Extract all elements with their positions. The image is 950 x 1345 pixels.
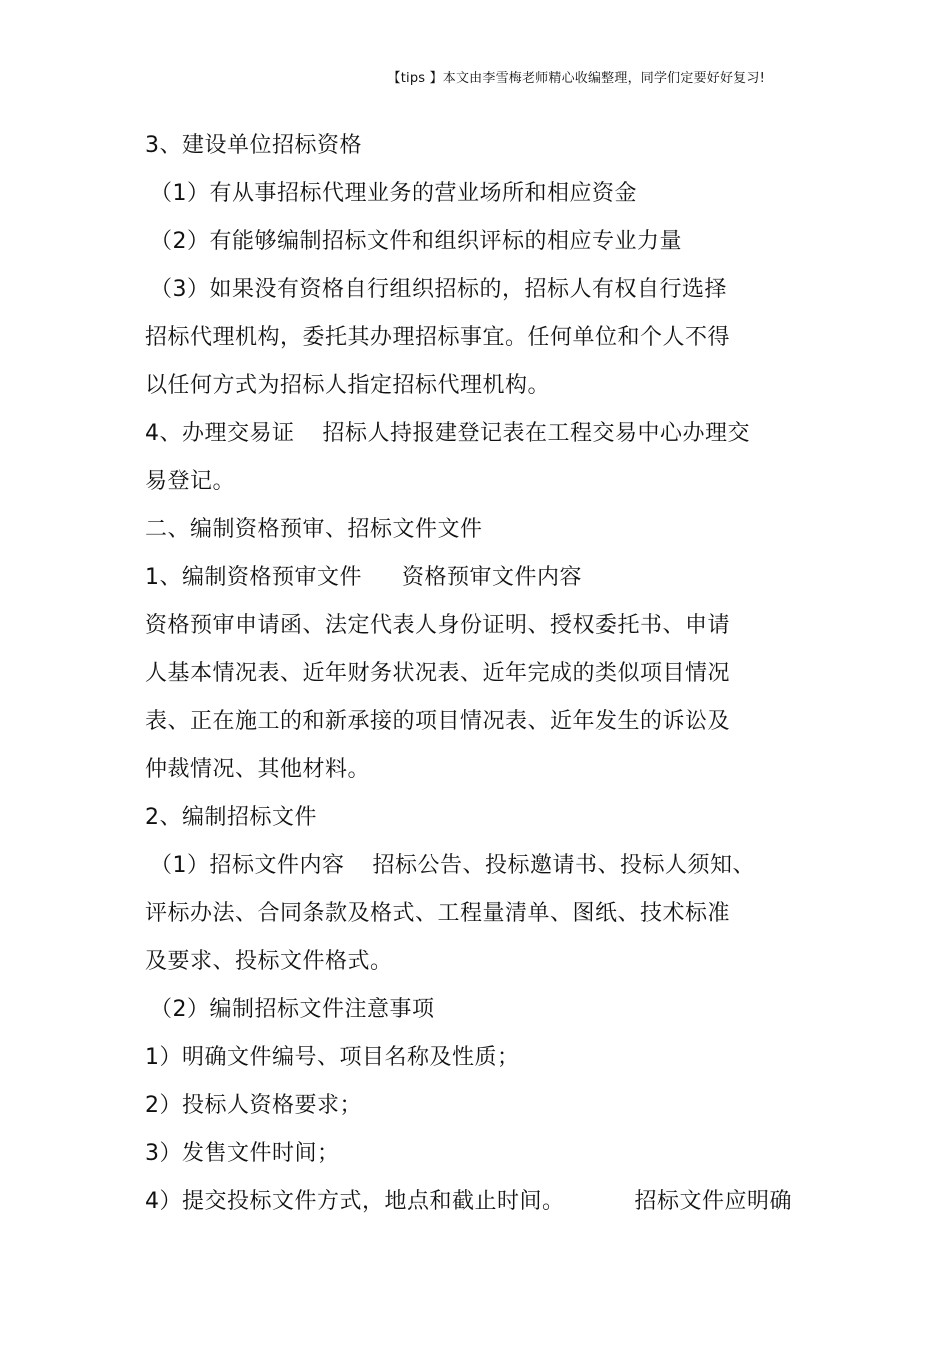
paragraph-line: （3）如果没有资格自行组织招标的，招标人有权自行选择: [150, 277, 727, 302]
paragraph-line: [150, 852, 755, 880]
list-item: 2）投标人资格要求；: [145, 1093, 362, 1118]
section-text: 招标文件应明确: [634, 1189, 793, 1214]
section-heading: （1）招标文件内容: [150, 853, 345, 878]
section-heading: 1、编制资格预审文件: [145, 565, 362, 590]
paragraph-line: 仲裁情况、其他材料。: [145, 757, 371, 782]
list-item: [145, 1188, 792, 1216]
section-heading: 二、编制资格预审、招标文件文件: [145, 517, 483, 542]
section-heading: 4、办理交易证: [145, 421, 295, 446]
section-text: 招标人持报建登记表在工程交易中心办理交: [322, 421, 751, 446]
paragraph-line: 资格预审申请函、法定代表人身份证明、授权委托书、申请: [145, 613, 731, 638]
paragraph-line: 表、正在施工的和新承接的项目情况表、近年发生的诉讼及: [145, 709, 731, 734]
paragraph-line: （1）有从事招标代理业务的营业场所和相应资金: [150, 181, 637, 206]
section-heading: 2、编制招标文件: [145, 805, 317, 830]
paragraph-line: （2）编制招标文件注意事项: [150, 997, 435, 1022]
section-heading: 3、建设单位招标资格: [145, 133, 362, 158]
list-item-text: 4）提交投标文件方式，地点和截止时间。: [145, 1189, 565, 1214]
paragraph-line: 易登记。: [145, 469, 236, 494]
paragraph-line: [145, 420, 750, 448]
list-item: 1）明确文件编号、项目名称及性质；: [145, 1045, 520, 1070]
paragraph-line: 及要求、投标文件格式。: [145, 949, 393, 974]
section-text: 资格预审文件内容: [402, 565, 583, 590]
paragraph-line: （2）有能够编制招标文件和组织评标的相应专业力量: [150, 229, 682, 254]
header-tip: 【tips 】本文由李雪梅老师精心收编整理，同学们定要好好复习!: [387, 71, 765, 86]
paragraph-line: 招标代理机构，委托其办理招标事宜。任何单位和个人不得: [145, 325, 731, 350]
paragraph-line: 以任何方式为招标人指定招标代理机构。: [145, 373, 551, 398]
section-text: 招标公告、投标邀请书、投标人须知、: [372, 853, 756, 878]
list-item: 3）发售文件时间；: [145, 1141, 340, 1166]
paragraph-line: [145, 564, 582, 592]
paragraph-line: 评标办法、合同条款及格式、工程量清单、图纸、技术标准: [145, 901, 731, 926]
paragraph-line: 人基本情况表、近年财务状况表、近年完成的类似项目情况: [145, 661, 731, 686]
